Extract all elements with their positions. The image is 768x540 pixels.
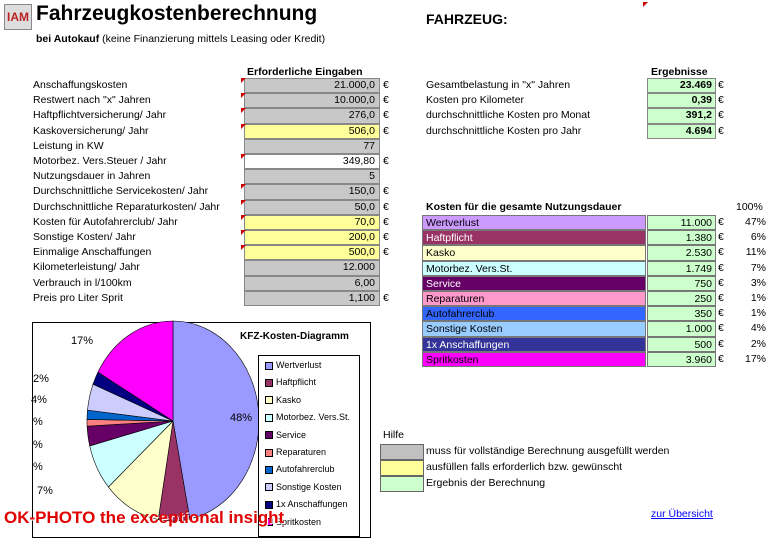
comment-marker (241, 245, 246, 250)
pie-data-label: 17% (71, 335, 94, 347)
legend-swatch (265, 483, 273, 491)
cost-row-label: Sonstige Kosten (422, 321, 646, 336)
cost-row-value: 1.749 (647, 261, 716, 276)
input-label: Haftpflichtversicherung/ Jahr (33, 109, 167, 122)
currency-symbol: € (718, 307, 724, 320)
input-label: Kaskoversicherung/ Jahr (33, 124, 149, 137)
input-field[interactable]: 276,0 (244, 108, 380, 123)
input-label: Anschaffungskosten (33, 79, 128, 91)
currency-symbol: € (718, 352, 724, 365)
comment-marker (241, 184, 246, 189)
currency-symbol: € (383, 94, 389, 107)
input-label: Kilometerleistung/ Jahr (33, 261, 140, 274)
legend-label: Wertverlust (276, 360, 322, 370)
pie-data-label: % (33, 416, 43, 428)
cost-row-value: 500 (647, 337, 716, 352)
legend-item (265, 482, 342, 492)
help-swatch (380, 460, 424, 476)
currency-symbol: € (718, 231, 724, 244)
cost-row-label: Reparaturen (422, 291, 646, 306)
result-value: 391,2 (647, 108, 716, 123)
result-value: 0,39 (647, 93, 716, 108)
input-field[interactable]: 200,0 (244, 230, 380, 245)
cost-row-percent: 1% (750, 307, 766, 320)
input-label: Einmalige Anschaffungen (33, 246, 152, 259)
cost-row-percent: 11% (745, 246, 766, 259)
legend-item (265, 377, 316, 387)
pie-data-label: 7% (37, 485, 53, 497)
help-text: muss für vollständige Berechnung ausgefüllt werden (426, 445, 670, 457)
input-field[interactable]: 150,0 (244, 184, 380, 199)
currency-symbol: € (383, 185, 389, 198)
cost-row-label: Spritkosten (422, 352, 646, 367)
legend-swatch (265, 449, 273, 457)
vehicle-label: FAHRZEUG: (426, 11, 508, 27)
comment-marker (241, 154, 246, 159)
legend-swatch (265, 431, 273, 439)
comment-marker (241, 78, 246, 83)
cost-row-value: 2.530 (647, 245, 716, 260)
chart-title: KFZ-Kosten-Diagramm (240, 331, 349, 342)
currency-symbol: € (383, 79, 389, 91)
cost-row-label: 1x Anschaffungen (422, 337, 646, 352)
cost-row-percent: 7% (750, 261, 766, 274)
page-title: Fahrzeugkostenberechnung (36, 2, 318, 25)
currency-symbol: € (383, 109, 389, 122)
currency-symbol: € (718, 292, 724, 304)
cost-row-percent: 17% (744, 352, 766, 365)
currency-symbol: € (383, 246, 389, 259)
legend-label: Service (276, 429, 307, 440)
cost-row-label: Kasko (422, 245, 646, 260)
legend-swatch (265, 466, 273, 474)
cost-row-percent: 2% (750, 337, 766, 350)
result-value: 4.694 (647, 124, 716, 139)
input-field[interactable]: 70,0 (244, 215, 380, 230)
legend-item (265, 412, 350, 422)
cost-row-label: Motorbez. Vers.St. (422, 261, 646, 276)
comment-marker (241, 230, 246, 235)
currency-symbol: € (718, 246, 724, 259)
pie-data-label: 2% (33, 373, 49, 385)
input-label: Nutzungsdauer in Jahren (33, 170, 151, 183)
input-field[interactable]: 5 (244, 169, 380, 184)
input-label: Preis pro Liter Sprit (33, 291, 123, 304)
cost-row-label: Haftpflicht (422, 230, 646, 245)
pie-data-label: % (33, 461, 43, 473)
costs-pct-header: 100% (736, 201, 763, 213)
costs-header: Kosten für die gesamte Nutzungsdauer (426, 201, 622, 213)
subtitle-rest: (keine Finanzierung mittels Leasing oder Kredit) (99, 33, 326, 45)
cost-row-value: 350 (647, 306, 716, 321)
result-label: durchschnittliche Kosten pro Monat (426, 109, 591, 122)
currency-symbol: € (383, 124, 389, 137)
legend-label: Autofahrerclub (276, 464, 335, 475)
currency-symbol: € (718, 124, 724, 137)
input-field[interactable]: 506,0 (244, 124, 380, 139)
cost-row-value: 1.000 (647, 321, 716, 336)
currency-symbol: € (383, 231, 389, 243)
currency-symbol: € (718, 337, 724, 350)
comment-marker (643, 2, 648, 7)
results-header: Ergebnisse (651, 66, 708, 78)
cost-row-percent: 6% (750, 231, 766, 244)
legend-item (265, 464, 335, 474)
subtitle-bold: bei Autokauf (36, 33, 100, 45)
currency-symbol: € (718, 216, 724, 228)
currency-symbol: € (383, 155, 389, 167)
comment-marker (241, 124, 246, 129)
cost-row-percent: 47% (744, 216, 766, 228)
cost-row-value: 11.000 (647, 215, 716, 230)
comment-marker (241, 93, 246, 98)
pie-data-label: % (33, 439, 43, 451)
help-swatch (380, 476, 424, 492)
help-text: ausfüllen falls erforderlich bzw. gewünscht (426, 461, 623, 473)
legend-swatch (265, 362, 273, 370)
currency-symbol: € (718, 322, 724, 335)
input-label: Durchschnittliche Reparaturkosten/ Jahr (33, 200, 220, 213)
currency-symbol: € (718, 276, 724, 289)
legend-item (265, 447, 326, 457)
currency-symbol: € (383, 200, 389, 213)
help-swatch (380, 444, 424, 460)
input-field[interactable]: 6,00 (244, 276, 380, 291)
legend-label: Kasko (276, 394, 302, 405)
currency-symbol: € (383, 291, 389, 304)
input-field[interactable]: 10.000,0 (244, 93, 380, 108)
cost-row-label: Service (422, 276, 646, 291)
currency-symbol: € (718, 261, 724, 274)
legend-item (265, 360, 321, 370)
inputs-header: Erforderliche Eingaben (247, 66, 363, 78)
input-field[interactable]: 349,80 (244, 154, 380, 169)
help-title: Hilfe (383, 429, 405, 441)
input-label: Leistung in KW (33, 139, 104, 152)
cost-row-value: 750 (647, 276, 716, 291)
comment-marker (241, 200, 246, 205)
input-field[interactable]: 77 (244, 139, 380, 154)
legend-item (265, 430, 306, 440)
watermark: OK-PHOTO the exceptional insight (4, 508, 285, 527)
help-text: Ergebnis der Berechnung (426, 477, 546, 489)
logo: IAM (4, 4, 32, 30)
input-label: Durchschnittliche Servicekosten/ Jahr (33, 185, 209, 198)
pie-data-label: 48% (230, 412, 253, 424)
currency-symbol: € (383, 215, 389, 228)
result-label: Kosten pro Kilometer (426, 94, 525, 107)
currency-symbol: € (718, 79, 724, 91)
input-label: Restwert nach "x" Jahren (33, 94, 151, 107)
legend-label: Motorbez. Vers.St. (276, 412, 351, 423)
input-field[interactable]: 500,0 (244, 245, 380, 260)
result-label: Gesamtbelastung in "x" Jahren (426, 79, 571, 91)
legend-label: 1x Anschaffungen (276, 499, 348, 510)
page-subtitle (36, 33, 325, 45)
cost-row-value: 3.960 (647, 352, 716, 367)
currency-symbol: € (718, 109, 724, 122)
input-field[interactable]: 1,100 (244, 291, 380, 306)
cost-row-label: Wertverlust (422, 215, 646, 230)
legend-swatch (265, 379, 273, 387)
cost-row-percent: 1% (750, 292, 766, 304)
cost-row-value: 1.380 (647, 230, 716, 245)
legend-label: Haftpflicht (276, 377, 317, 388)
cost-row-percent: 4% (750, 322, 766, 335)
input-label: Motorbez. Vers.Steuer / Jahr (33, 155, 167, 167)
input-label: Kosten für Autofahrerclub/ Jahr (33, 215, 178, 228)
cost-row-value: 250 (647, 291, 716, 306)
legend-swatch (265, 396, 273, 404)
legend-label: Sonstige Kosten (276, 481, 342, 492)
comment-marker (241, 108, 246, 113)
currency-symbol: € (718, 94, 724, 107)
input-field[interactable]: 21.000,0 (244, 78, 380, 93)
result-label: durchschnittliche Kosten pro Jahr (426, 124, 582, 137)
comment-marker (241, 215, 246, 220)
cost-row-percent: 3% (750, 276, 766, 289)
pie-data-label: 4% (31, 394, 47, 406)
input-field[interactable]: 50,0 (244, 200, 380, 215)
legend-label: Spritkosten (276, 516, 322, 527)
input-label: Verbrauch in l/100km (33, 276, 132, 289)
overview-link[interactable]: zur Übersicht (651, 508, 713, 520)
result-value: 23.469 (647, 78, 716, 93)
cost-row-label: Autofahrerclub (422, 306, 646, 321)
legend-label: Reparaturen (276, 447, 327, 457)
legend-item (265, 395, 301, 405)
input-label: Sonstige Kosten/ Jahr (33, 231, 136, 243)
input-field[interactable]: 12.000 (244, 260, 380, 275)
legend-swatch (265, 414, 273, 422)
